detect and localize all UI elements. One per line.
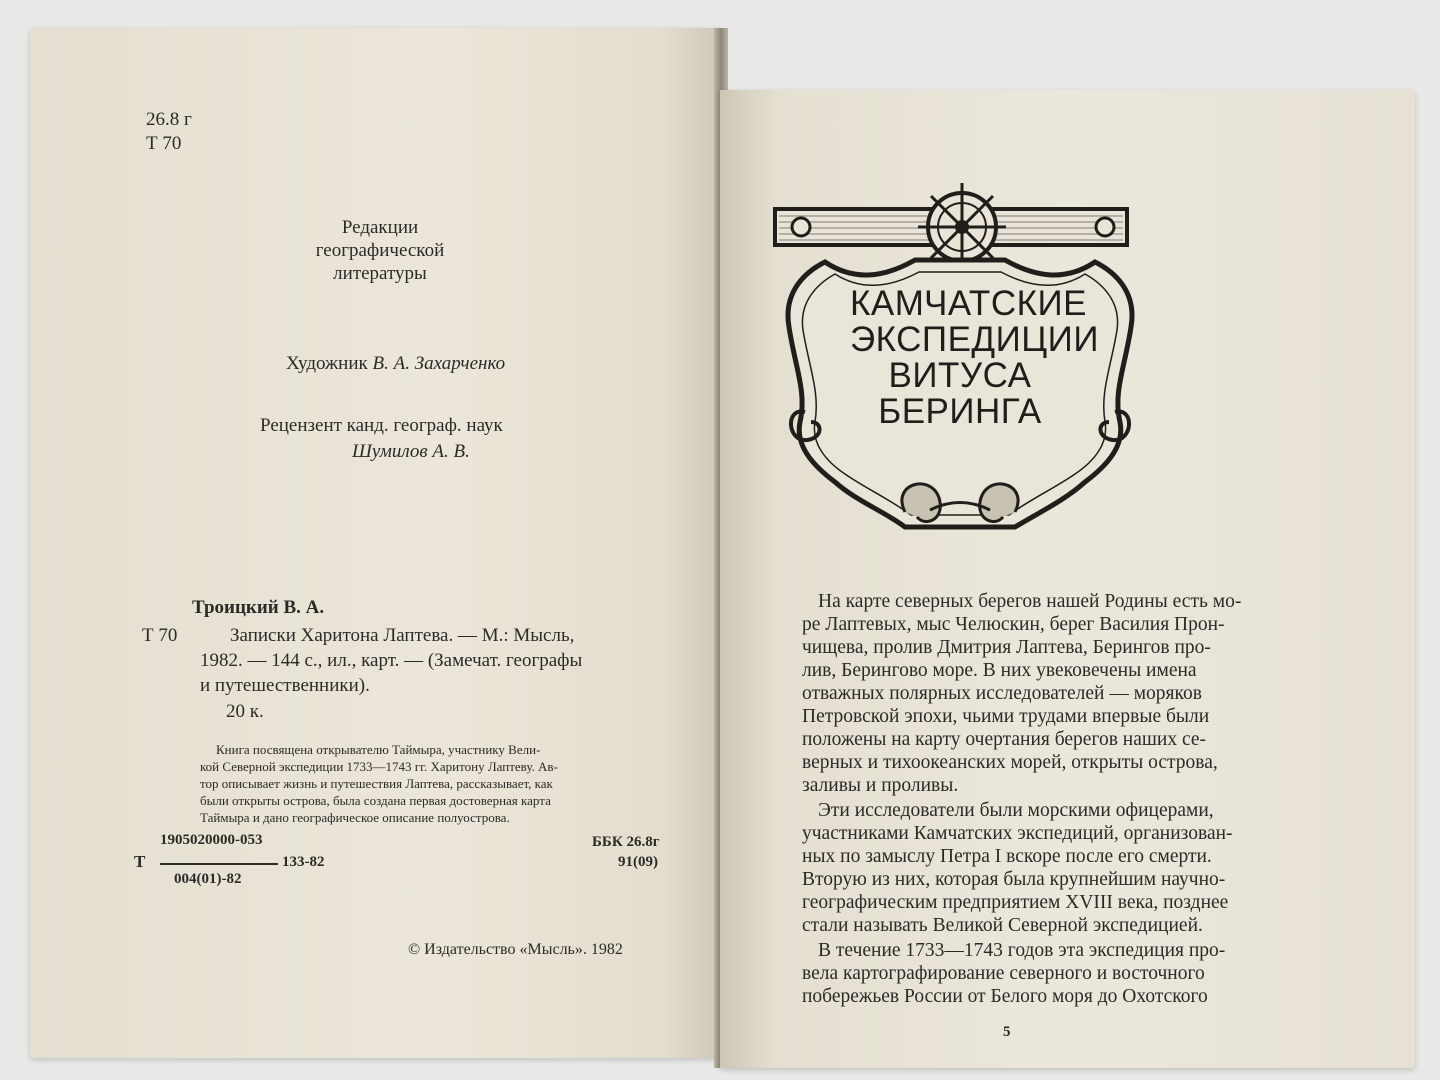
catalog-line-2: 1982. — 144 с., ил., карт. — (Замечат. географы bbox=[200, 650, 583, 671]
publisher-line-3: литературы bbox=[333, 263, 427, 284]
body-line: положены на карту очертания берегов наших се- bbox=[802, 729, 1206, 750]
left-page bbox=[30, 28, 720, 1058]
index-letter: Т bbox=[134, 852, 146, 871]
body-line: вела картографирование северного и восточного bbox=[802, 963, 1205, 984]
catalog-price: 20 к. bbox=[226, 701, 264, 722]
classification-line-1: 26.8 г bbox=[146, 109, 192, 130]
copyright: © Издательство «Мысль». 1982 bbox=[408, 941, 623, 958]
chapter-title-line-2: ЭКСПЕДИЦИИ bbox=[850, 320, 1099, 359]
body-line: Вторую из них, которая была крупнейшим научно- bbox=[802, 869, 1226, 890]
bbk-line-2: 91(09) bbox=[618, 854, 658, 870]
body-line: Петровской эпохи, чьими трудами впервые были bbox=[802, 706, 1210, 727]
index-denominator: 004(01)-82 bbox=[174, 871, 242, 887]
chapter-title-line-4: БЕРИНГА bbox=[878, 392, 1042, 431]
body-line: На карте северных берегов нашей Родины есть мо- bbox=[818, 591, 1242, 612]
body-line: участниками Камчатских экспедиций, организован- bbox=[802, 823, 1233, 844]
body-line: лив, Берингово море. В них увековечены имена bbox=[802, 660, 1197, 681]
chapter-title-line-3: ВИТУСА bbox=[888, 356, 1032, 395]
index-suffix: 133-82 bbox=[282, 854, 325, 870]
artist-name: В. А. Захарченко bbox=[372, 353, 506, 374]
chapter-title bbox=[850, 284, 1099, 431]
publisher-line-2: географической bbox=[315, 240, 445, 261]
annotation-line-2: кой Северной экспедиции 1733—1743 гг. Харитону Лаптеву. Ав- bbox=[200, 759, 558, 774]
open-book bbox=[30, 28, 1415, 1058]
catalog-line-3: и путешественники). bbox=[200, 675, 370, 696]
body-line: верных и тихоокеанских морей, открыты острова, bbox=[802, 752, 1218, 773]
artist-prefix: Художник bbox=[286, 353, 368, 374]
catalog-author: Троицкий В. А. bbox=[192, 597, 325, 618]
body-line: ных по замыслу Петра I вскоре после его смерти. bbox=[802, 846, 1212, 867]
bbk-line-1: ББК 26.8г bbox=[592, 834, 660, 850]
body-line: отважных полярных исследователей — моряков bbox=[802, 683, 1202, 704]
annotation-line-3: тор описывает жизнь и путешествия Лаптева, рассказывает, как bbox=[200, 776, 553, 791]
catalog-line-1: Записки Харитона Лаптева. — М.: Мысль, bbox=[230, 625, 575, 646]
page-number: 5 bbox=[1003, 1024, 1011, 1040]
annotation-line-5: Таймыра и дано географическое описание полуострова. bbox=[200, 810, 510, 825]
chapter-title-line-1: КАМЧАТСКИЕ bbox=[850, 284, 1087, 323]
publisher-line-1: Редакции bbox=[341, 217, 419, 238]
annotation-line-4: были открыты острова, была создана первая достоверная карта bbox=[200, 793, 551, 808]
body-line: географическим предприятием XVIII века, позднее bbox=[802, 892, 1229, 913]
artist-line bbox=[286, 352, 505, 375]
reviewer-name: Шумилов А. В. bbox=[352, 441, 470, 462]
body-line: В течение 1733—1743 годов эта экспедиция про- bbox=[818, 940, 1226, 961]
body-line: Эти исследователи были морскими офицерами, bbox=[818, 800, 1214, 821]
body-line: стали называть Великой Северной экспедицией. bbox=[802, 915, 1203, 936]
catalog-code: Т 70 bbox=[142, 625, 178, 646]
reviewer-line: Рецензент канд. географ. наук bbox=[260, 415, 503, 436]
body-line: заливы и проливы. bbox=[802, 775, 959, 796]
index-numerator: 1905020000-053 bbox=[160, 832, 263, 848]
body-line: побережьев России от Белого моря до Охотского bbox=[802, 986, 1208, 1007]
annotation-line-1: Книга посвящена открывателю Таймыра, участнику Вели- bbox=[216, 742, 541, 757]
classification-line-2: Т 70 bbox=[146, 133, 182, 154]
body-line: ре Лаптевых, мыс Челюскин, берег Василия Прон- bbox=[802, 614, 1225, 635]
fraction-bar bbox=[160, 863, 278, 865]
right-page bbox=[720, 90, 1415, 1068]
body-line: чищева, пролив Дмитрия Лаптева, Берингов про- bbox=[802, 637, 1211, 658]
